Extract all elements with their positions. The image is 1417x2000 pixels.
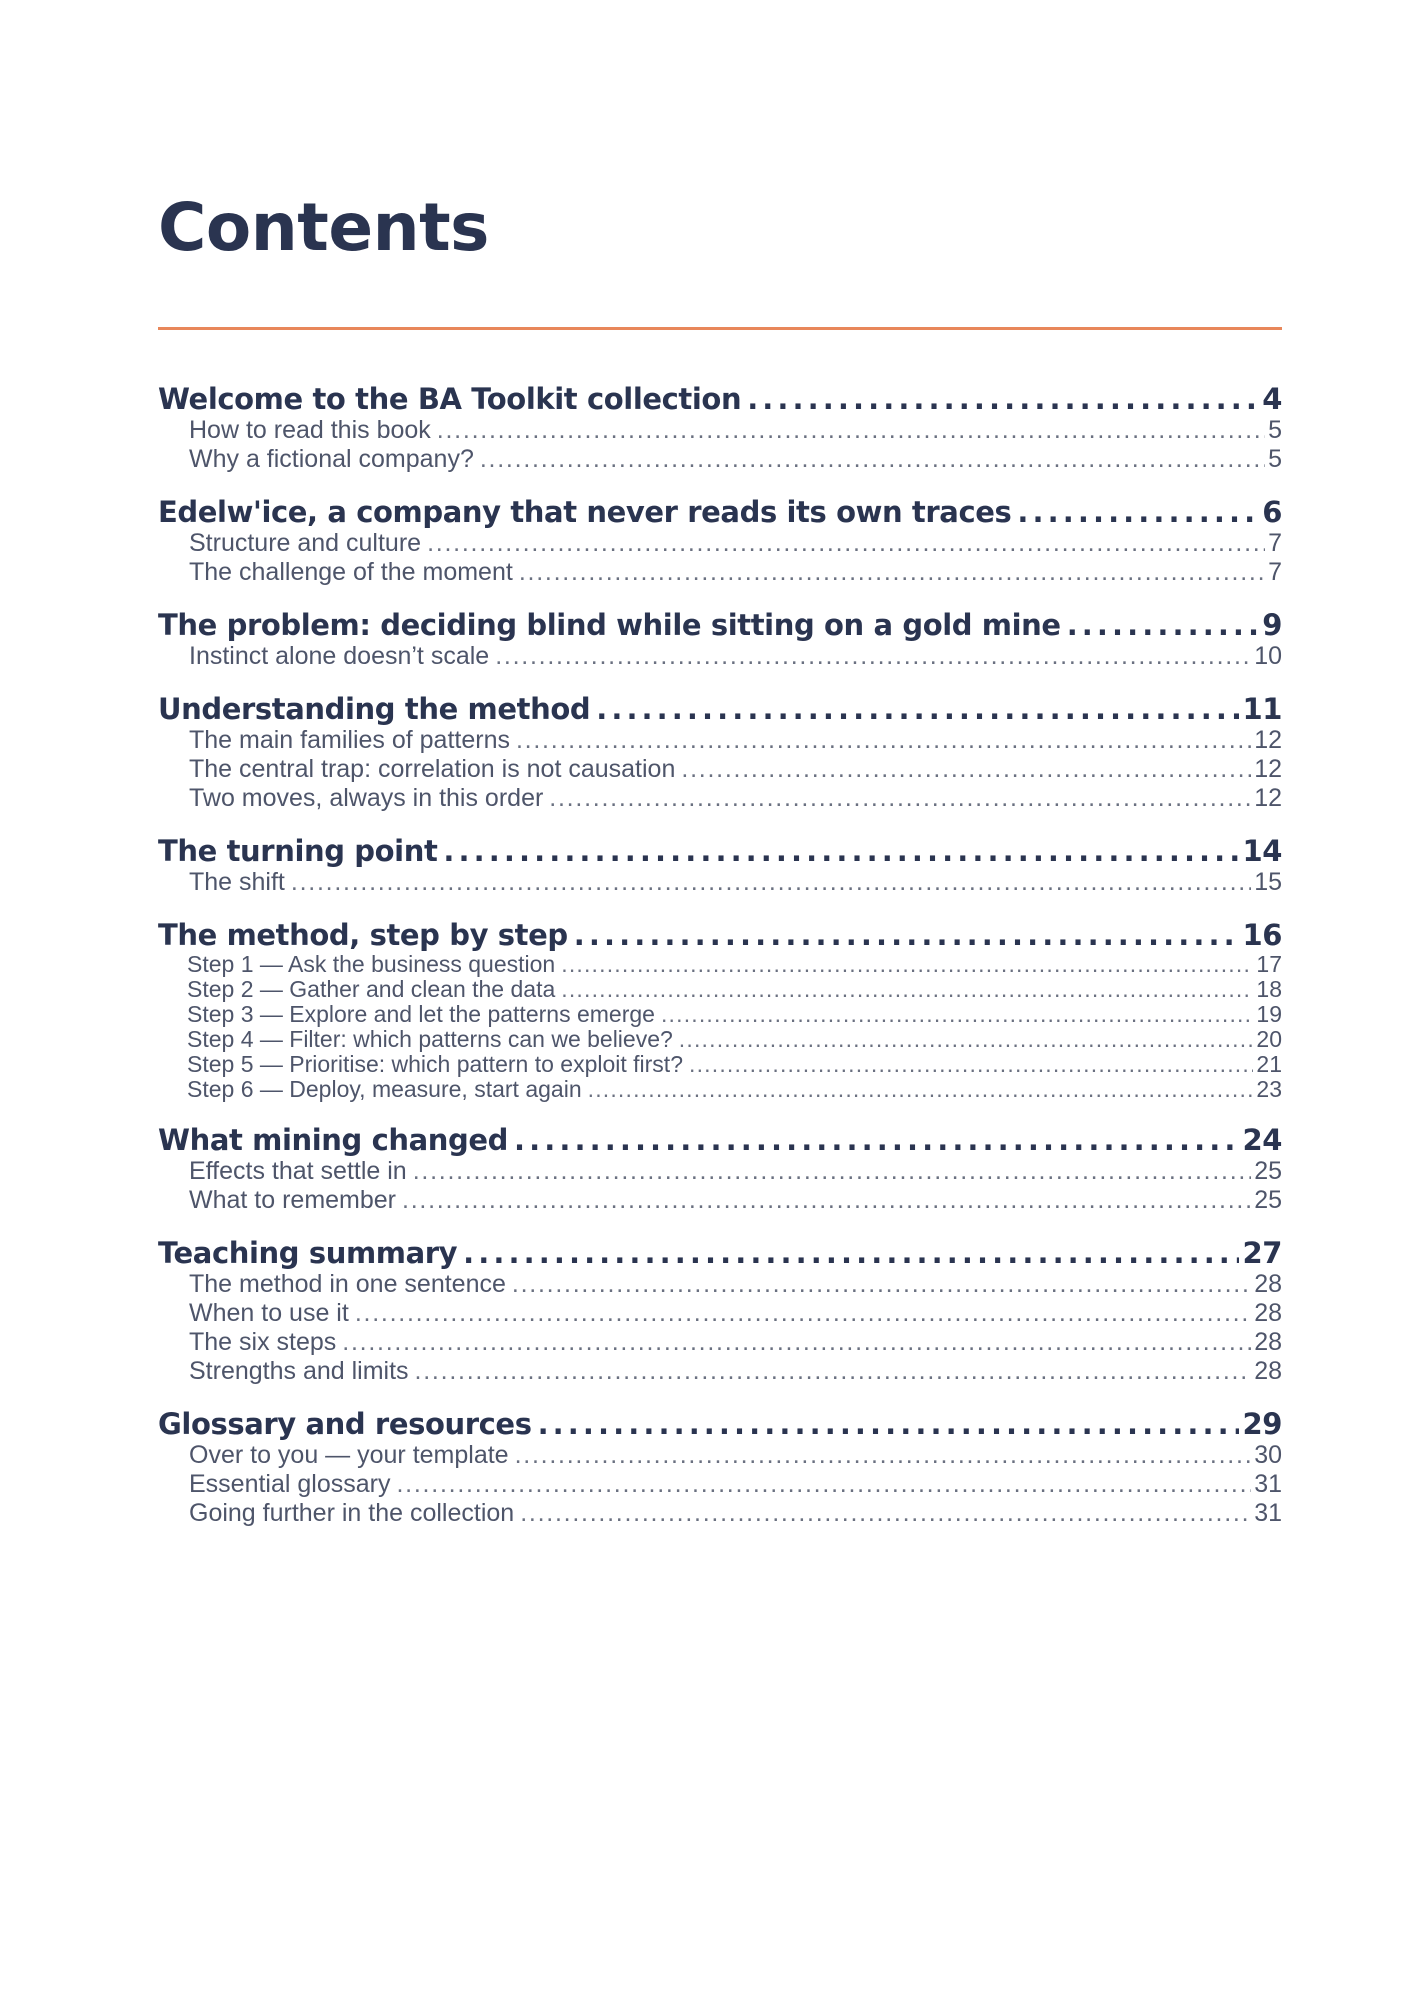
chapter-page-number: 9 [1262,608,1282,642]
dot-leader [402,1186,1251,1215]
section-title: Two moves, always in this order [189,784,544,812]
toc-section-entry[interactable] [158,1499,1282,1528]
section-title: Going further in the collection [189,1499,515,1527]
dot-leader [463,1236,1239,1270]
section-page-number: 28 [1254,1328,1282,1356]
section-title: The central trap: correlation is not causation [189,755,676,783]
toc-section-entry[interactable] [158,1002,1282,1027]
chapter-page-number: 27 [1242,1236,1282,1270]
chapter-page-number: 24 [1242,1123,1282,1157]
section-title: Step 4 — Filter: which patterns can we believe? [187,1026,673,1052]
toc-section-entry[interactable] [158,1077,1282,1102]
toc-section [158,1236,1282,1386]
section-page-number: 5 [1268,445,1282,473]
dot-leader [342,1328,1251,1357]
toc-section [158,692,1282,813]
section-page-number: 23 [1256,1076,1282,1102]
toc-chapter-entry[interactable] [158,834,1282,868]
toc-chapter-entry[interactable] [158,1123,1282,1157]
section-page-number: 31 [1254,1470,1282,1498]
dot-leader [437,416,1265,445]
toc-section-entry[interactable] [158,1328,1282,1357]
toc-chapter-entry[interactable] [158,495,1282,529]
dot-leader [538,1407,1240,1441]
section-title: The six steps [189,1328,337,1356]
section-title: How to read this book [189,416,431,444]
section-page-number: 19 [1256,1001,1282,1027]
section-page-number: 17 [1256,951,1282,977]
section-title: Strengths and limits [189,1357,409,1385]
dot-leader [516,726,1251,755]
section-title: Effects that settle in [189,1157,407,1185]
section-page-number: 28 [1254,1299,1282,1327]
toc-chapter-entry[interactable] [158,608,1282,642]
toc-section-entry[interactable] [158,416,1282,445]
section-title: Essential glossary [189,1470,391,1498]
section-title: What to remember [189,1186,397,1214]
section-page-number: 28 [1254,1270,1282,1298]
title-divider [158,327,1282,330]
dot-leader [574,918,1240,952]
section-page-number: 31 [1254,1499,1282,1527]
chapter-page-number: 16 [1242,918,1282,952]
toc-section [158,918,1282,1102]
toc-section-entry[interactable] [158,784,1282,813]
dot-leader [561,977,1253,1002]
dot-leader [519,558,1265,587]
section-page-number: 12 [1254,726,1282,754]
chapter-title: The problem: deciding blind while sitting on a gold mine [158,608,1061,642]
toc-chapter-entry[interactable] [158,918,1282,952]
section-page-number: 25 [1254,1186,1282,1214]
dot-leader [495,642,1251,671]
section-title: The challenge of the moment [189,558,513,586]
dot-leader [596,692,1239,726]
dot-leader [443,834,1239,868]
dot-leader [679,1027,1254,1052]
toc-chapter-entry[interactable] [158,382,1282,416]
section-page-number: 28 [1254,1357,1282,1385]
toc-section-entry[interactable] [158,1470,1282,1499]
toc-chapter-entry[interactable] [158,1236,1282,1270]
section-page-number: 12 [1254,755,1282,783]
toc-section [158,495,1282,587]
dot-leader [661,1002,1253,1027]
toc-section-entry[interactable] [158,1157,1282,1186]
toc-section-entry[interactable] [158,1270,1282,1299]
section-title: Over to you — your template [189,1441,509,1469]
toc-section-entry[interactable] [158,952,1282,977]
chapter-title: Teaching summary [158,1236,458,1270]
section-page-number: 12 [1254,784,1282,812]
section-page-number: 10 [1254,642,1282,670]
chapter-title: The method, step by step [158,918,568,952]
toc-section-entry[interactable] [158,445,1282,474]
toc-section-entry[interactable] [158,642,1282,671]
dot-leader [514,1123,1239,1157]
section-page-number: 25 [1254,1157,1282,1185]
chapter-title: What mining changed [158,1123,509,1157]
dot-leader [588,1077,1254,1102]
toc-section-entry[interactable] [158,755,1282,784]
chapter-title: The turning point [158,834,438,868]
dot-leader [427,529,1265,558]
chapter-page-number: 4 [1262,382,1282,416]
section-title: The main families of patterns [189,726,510,754]
section-page-number: 21 [1256,1051,1282,1077]
dot-leader [747,382,1259,416]
dot-leader [515,1441,1252,1470]
section-page-number: 7 [1268,558,1282,586]
dot-leader [681,755,1251,784]
section-title: Structure and culture [189,529,422,557]
toc-section-entry[interactable] [158,726,1282,755]
section-page-number: 18 [1256,976,1282,1002]
table-of-contents [158,382,1282,1528]
dot-leader [396,1470,1251,1499]
toc-section [158,1407,1282,1528]
section-title: Step 5 — Prioritise: which pattern to exploit first? [187,1051,683,1077]
toc-section [158,608,1282,671]
dot-leader [1017,495,1259,529]
section-title: Why a fictional company? [189,445,474,473]
toc-section-entry[interactable] [158,1027,1282,1052]
page-title: Contents [158,189,489,266]
section-page-number: 20 [1256,1026,1282,1052]
dot-leader [413,1157,1251,1186]
toc-section [158,382,1282,474]
section-page-number: 30 [1254,1441,1282,1469]
section-page-number: 7 [1268,529,1282,557]
dot-leader [561,952,1253,977]
toc-chapter-entry[interactable] [158,1407,1282,1441]
dot-leader [520,1499,1251,1528]
dot-leader [480,445,1265,474]
dot-leader [512,1270,1251,1299]
section-page-number: 5 [1268,416,1282,444]
section-title: Step 1 — Ask the business question [187,951,556,977]
dot-leader [291,868,1251,897]
chapter-page-number: 6 [1262,495,1282,529]
toc-section-entry[interactable] [158,1186,1282,1215]
dot-leader [549,784,1251,813]
section-title: Step 2 — Gather and clean the data [187,976,556,1002]
toc-section-entry[interactable] [158,1441,1282,1470]
chapter-page-number: 29 [1242,1407,1282,1441]
chapter-title: Welcome to the BA Toolkit collection [158,382,742,416]
chapter-title: Glossary and resources [158,1407,532,1441]
section-title: The shift [189,868,285,896]
toc-section-entry[interactable] [158,868,1282,897]
section-page-number: 15 [1254,868,1282,896]
dot-leader [355,1299,1251,1328]
chapter-title: Edelw'ice, a company that never reads its own traces [158,495,1012,529]
toc-section-entry[interactable] [158,977,1282,1002]
toc-section-entry[interactable] [158,1052,1282,1077]
section-title: Step 3 — Explore and let the patterns emerge [187,1001,655,1027]
toc-section-entry[interactable] [158,1299,1282,1328]
section-title: Step 6 — Deploy, measure, start again [187,1076,582,1102]
dot-leader [689,1052,1253,1077]
dot-leader [1067,608,1260,642]
toc-section [158,834,1282,897]
chapter-page-number: 11 [1242,692,1282,726]
dot-leader [415,1357,1252,1386]
toc-section-entry[interactable] [158,558,1282,587]
section-title: Instinct alone doesn’t scale [189,642,490,670]
chapter-page-number: 14 [1242,834,1282,868]
toc-section [158,1123,1282,1215]
toc-section-entry[interactable] [158,1357,1282,1386]
section-title: The method in one sentence [189,1270,506,1298]
chapter-title: Understanding the method [158,692,591,726]
toc-chapter-entry[interactable] [158,692,1282,726]
section-title: When to use it [189,1299,349,1327]
toc-section-entry[interactable] [158,529,1282,558]
